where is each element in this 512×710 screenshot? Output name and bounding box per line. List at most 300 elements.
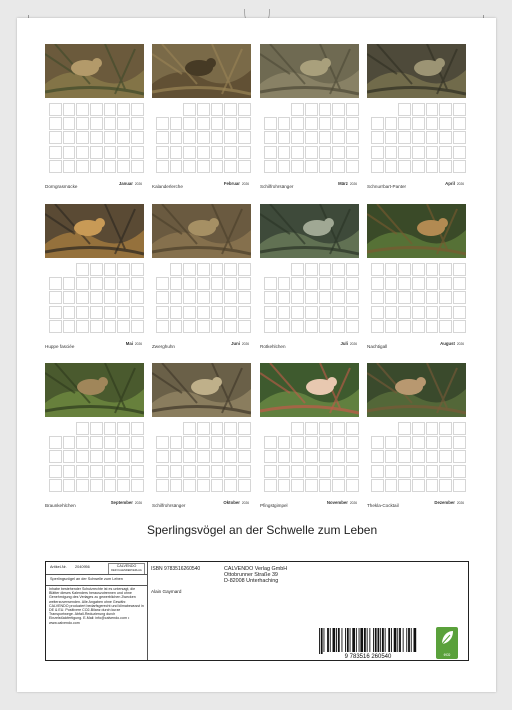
month-label xyxy=(445,181,464,186)
date-cell xyxy=(319,306,332,319)
date-cell xyxy=(426,160,439,173)
date-cell xyxy=(278,320,291,333)
date-cell xyxy=(183,465,196,478)
month-tile xyxy=(367,363,466,523)
date-cell xyxy=(238,291,251,304)
date-cell xyxy=(63,320,76,333)
date-cell xyxy=(197,146,210,159)
date-cell xyxy=(412,277,425,290)
date-cell xyxy=(76,450,89,463)
bird-caption: Pfingstgimpel xyxy=(260,503,288,508)
date-grid xyxy=(156,103,251,173)
date-cell xyxy=(319,291,332,304)
bird-photo xyxy=(260,204,359,258)
date-cell xyxy=(264,277,277,290)
date-grid xyxy=(371,263,466,333)
month-year: 2026 xyxy=(134,342,142,346)
date-cell xyxy=(224,436,237,449)
date-cell xyxy=(49,263,62,276)
date-cell xyxy=(63,306,76,319)
date-cell xyxy=(426,306,439,319)
publisher-address xyxy=(224,566,287,585)
date-cell xyxy=(319,450,332,463)
date-cell xyxy=(156,320,169,333)
month-tile xyxy=(260,363,359,523)
date-cell xyxy=(63,479,76,492)
date-cell xyxy=(278,450,291,463)
date-cell xyxy=(117,291,130,304)
date-cell xyxy=(412,422,425,435)
date-cell xyxy=(453,131,466,144)
bird-photo xyxy=(152,363,251,417)
date-cell xyxy=(211,291,224,304)
date-cell xyxy=(197,263,210,276)
date-cell xyxy=(346,131,359,144)
date-cell xyxy=(117,450,130,463)
month-year: 2026 xyxy=(456,342,464,346)
date-cell xyxy=(183,103,196,116)
date-cell xyxy=(76,146,89,159)
date-cell xyxy=(90,160,103,173)
date-cell xyxy=(197,117,210,130)
date-cell xyxy=(117,422,130,435)
date-cell xyxy=(385,160,398,173)
date-grid xyxy=(49,422,144,492)
date-cell xyxy=(183,263,196,276)
date-cell xyxy=(224,117,237,130)
date-cell xyxy=(104,277,117,290)
divider xyxy=(46,574,147,575)
date-cell xyxy=(346,146,359,159)
date-cell xyxy=(385,465,398,478)
barcode-digits: 9 783516 260540 xyxy=(344,654,392,659)
date-cell xyxy=(385,479,398,492)
date-cell xyxy=(131,103,144,116)
date-cell xyxy=(278,291,291,304)
date-cell xyxy=(131,479,144,492)
date-cell xyxy=(117,117,130,130)
date-cell xyxy=(439,263,452,276)
date-cell xyxy=(76,479,89,492)
date-cell xyxy=(211,131,224,144)
date-cell xyxy=(117,306,130,319)
date-cell xyxy=(305,320,318,333)
publisher-street: Ottobrunner Straße 39 xyxy=(224,572,278,579)
date-cell xyxy=(346,479,359,492)
date-cell xyxy=(291,160,304,173)
date-grid xyxy=(264,263,359,333)
date-cell xyxy=(156,291,169,304)
date-cell xyxy=(398,146,411,159)
date-cell xyxy=(224,263,237,276)
date-cell xyxy=(453,291,466,304)
date-cell xyxy=(197,479,210,492)
date-cell xyxy=(104,450,117,463)
date-cell xyxy=(264,103,277,116)
date-cell xyxy=(238,117,251,130)
date-cell xyxy=(439,306,452,319)
date-cell xyxy=(291,103,304,116)
date-cell xyxy=(90,422,103,435)
date-cell xyxy=(291,479,304,492)
date-cell xyxy=(278,263,291,276)
info-box xyxy=(45,561,469,661)
date-cell xyxy=(156,263,169,276)
info-middle xyxy=(147,562,212,660)
date-cell xyxy=(305,277,318,290)
month-tile xyxy=(152,363,251,523)
date-cell xyxy=(131,146,144,159)
date-grid xyxy=(156,263,251,333)
barcode xyxy=(313,627,424,659)
date-cell xyxy=(63,465,76,478)
date-cell xyxy=(332,422,345,435)
month-label xyxy=(341,341,358,346)
date-cell xyxy=(104,465,117,478)
date-cell xyxy=(398,320,411,333)
date-cell xyxy=(117,479,130,492)
date-cell xyxy=(278,117,291,130)
bird-caption: Dorngrasmücke xyxy=(45,184,78,189)
date-cell xyxy=(63,263,76,276)
date-cell xyxy=(398,263,411,276)
date-cell xyxy=(346,320,359,333)
date-cell xyxy=(439,436,452,449)
date-cell xyxy=(346,436,359,449)
date-cell xyxy=(170,263,183,276)
date-cell xyxy=(385,146,398,159)
date-cell xyxy=(371,436,384,449)
date-cell xyxy=(305,436,318,449)
date-cell xyxy=(412,465,425,478)
date-cell xyxy=(117,131,130,144)
date-cell xyxy=(426,320,439,333)
divider xyxy=(46,585,147,586)
date-cell xyxy=(371,131,384,144)
date-cell xyxy=(385,131,398,144)
date-cell xyxy=(278,131,291,144)
date-cell xyxy=(211,146,224,159)
date-cell xyxy=(224,277,237,290)
month-name: April xyxy=(445,181,455,186)
date-cell xyxy=(278,436,291,449)
date-cell xyxy=(426,103,439,116)
date-cell xyxy=(49,103,62,116)
date-cell xyxy=(346,422,359,435)
date-cell xyxy=(278,422,291,435)
date-cell xyxy=(76,277,89,290)
date-cell xyxy=(371,146,384,159)
date-cell xyxy=(439,465,452,478)
month-name: Dezember xyxy=(434,500,455,505)
date-cell xyxy=(371,320,384,333)
date-cell xyxy=(291,436,304,449)
date-cell xyxy=(398,450,411,463)
date-cell xyxy=(305,479,318,492)
date-grid xyxy=(49,263,144,333)
month-tile xyxy=(152,44,251,204)
date-cell xyxy=(49,320,62,333)
date-cell xyxy=(291,131,304,144)
date-cell xyxy=(371,263,384,276)
month-tile xyxy=(260,204,359,364)
date-cell xyxy=(371,103,384,116)
date-cell xyxy=(439,160,452,173)
date-cell xyxy=(156,146,169,159)
date-cell xyxy=(278,146,291,159)
date-cell xyxy=(238,479,251,492)
bird-photo xyxy=(260,363,359,417)
bird-photo xyxy=(367,363,466,417)
date-cell xyxy=(211,263,224,276)
date-cell xyxy=(76,320,89,333)
date-cell xyxy=(76,422,89,435)
date-grid xyxy=(49,103,144,173)
date-cell xyxy=(63,131,76,144)
month-tile xyxy=(260,44,359,204)
date-cell xyxy=(319,131,332,144)
date-cell xyxy=(104,103,117,116)
date-cell xyxy=(170,306,183,319)
date-cell xyxy=(398,131,411,144)
date-cell xyxy=(104,146,117,159)
date-cell xyxy=(49,436,62,449)
date-cell xyxy=(170,131,183,144)
date-cell xyxy=(346,160,359,173)
date-cell xyxy=(224,465,237,478)
date-cell xyxy=(412,450,425,463)
date-cell xyxy=(305,160,318,173)
month-label xyxy=(126,341,142,346)
bird-caption: Nachtigall xyxy=(367,344,388,349)
date-cell xyxy=(104,131,117,144)
date-cell xyxy=(63,103,76,116)
month-label xyxy=(440,341,464,346)
date-cell xyxy=(104,117,117,130)
date-cell xyxy=(453,146,466,159)
date-cell xyxy=(453,263,466,276)
date-cell xyxy=(183,291,196,304)
date-cell xyxy=(211,306,224,319)
date-cell xyxy=(49,479,62,492)
date-cell xyxy=(439,146,452,159)
date-cell xyxy=(238,422,251,435)
date-cell xyxy=(238,146,251,159)
date-cell xyxy=(117,320,130,333)
date-cell xyxy=(426,263,439,276)
date-cell xyxy=(346,103,359,116)
bird-photo xyxy=(45,363,144,417)
month-name: Januar xyxy=(118,181,133,186)
date-cell xyxy=(371,277,384,290)
date-cell xyxy=(332,479,345,492)
leaf-icon xyxy=(436,627,458,649)
month-tile xyxy=(45,363,144,523)
date-cell xyxy=(224,450,237,463)
date-cell xyxy=(224,320,237,333)
date-cell xyxy=(371,450,384,463)
date-cell xyxy=(238,160,251,173)
date-cell xyxy=(426,117,439,130)
date-cell xyxy=(63,160,76,173)
date-cell xyxy=(197,465,210,478)
date-cell xyxy=(76,263,89,276)
date-cell xyxy=(63,117,76,130)
date-cell xyxy=(104,422,117,435)
date-cell xyxy=(439,103,452,116)
date-cell xyxy=(211,160,224,173)
date-cell xyxy=(426,479,439,492)
date-cell xyxy=(197,160,210,173)
date-cell xyxy=(104,306,117,319)
month-name: Juni xyxy=(231,341,240,346)
bird-caption: Kalanderlerche xyxy=(152,184,183,189)
date-cell xyxy=(238,320,251,333)
date-cell xyxy=(412,306,425,319)
date-cell xyxy=(49,306,62,319)
date-cell xyxy=(305,306,318,319)
date-cell xyxy=(183,320,196,333)
date-cell xyxy=(183,117,196,130)
date-cell xyxy=(49,465,62,478)
date-cell xyxy=(305,117,318,130)
month-name: August xyxy=(440,341,455,346)
date-grid xyxy=(371,422,466,492)
date-grid xyxy=(156,422,251,492)
date-cell xyxy=(170,291,183,304)
date-cell xyxy=(426,450,439,463)
date-cell xyxy=(131,160,144,173)
date-cell xyxy=(63,436,76,449)
date-cell xyxy=(238,436,251,449)
date-cell xyxy=(197,277,210,290)
date-cell xyxy=(49,422,62,435)
bird-caption: Zwerghuhn xyxy=(152,344,175,349)
date-cell xyxy=(63,291,76,304)
date-cell xyxy=(412,479,425,492)
date-cell xyxy=(104,320,117,333)
bird-caption: Schilfrohrsänger xyxy=(260,184,294,189)
date-cell xyxy=(346,306,359,319)
eco-text: eco xyxy=(443,652,451,657)
date-cell xyxy=(104,479,117,492)
date-cell xyxy=(398,117,411,130)
logo-sub: DER KALENDERVERLAG xyxy=(111,569,142,572)
date-cell xyxy=(385,117,398,130)
date-grid xyxy=(264,103,359,173)
date-cell xyxy=(131,291,144,304)
date-cell xyxy=(224,146,237,159)
date-cell xyxy=(131,436,144,449)
date-cell xyxy=(170,479,183,492)
date-cell xyxy=(278,479,291,492)
date-cell xyxy=(49,131,62,144)
date-cell xyxy=(183,277,196,290)
month-name: März xyxy=(338,181,348,186)
date-cell xyxy=(332,450,345,463)
date-cell xyxy=(319,117,332,130)
date-cell xyxy=(453,436,466,449)
bird-photo xyxy=(45,204,144,258)
date-cell xyxy=(453,479,466,492)
bird-caption: Rotkehlchen xyxy=(260,344,286,349)
date-cell xyxy=(346,465,359,478)
date-cell xyxy=(398,277,411,290)
date-cell xyxy=(76,160,89,173)
date-cell xyxy=(264,436,277,449)
month-name: Oktober xyxy=(223,500,240,505)
date-cell xyxy=(332,131,345,144)
date-cell xyxy=(49,291,62,304)
date-cell xyxy=(371,465,384,478)
date-cell xyxy=(117,465,130,478)
date-cell xyxy=(170,422,183,435)
date-cell xyxy=(156,160,169,173)
date-cell xyxy=(131,131,144,144)
date-cell xyxy=(170,465,183,478)
date-cell xyxy=(319,263,332,276)
date-cell xyxy=(385,320,398,333)
month-label xyxy=(231,341,249,346)
date-cell xyxy=(90,436,103,449)
date-cell xyxy=(49,117,62,130)
date-cell xyxy=(291,320,304,333)
bird-caption: Thekla-Cocktail xyxy=(367,503,399,508)
article-label: Artikel-Nr. xyxy=(50,565,67,569)
date-cell xyxy=(398,103,411,116)
date-cell xyxy=(371,291,384,304)
publisher-name: CALVENDO Verlag GmbH xyxy=(224,566,288,572)
date-cell xyxy=(439,450,452,463)
bird-caption: Braunkehlchen xyxy=(45,503,76,508)
date-cell xyxy=(346,450,359,463)
date-cell xyxy=(211,103,224,116)
date-cell xyxy=(385,291,398,304)
date-cell xyxy=(170,320,183,333)
date-cell xyxy=(238,277,251,290)
date-cell xyxy=(332,160,345,173)
date-cell xyxy=(385,422,398,435)
date-cell xyxy=(264,146,277,159)
date-cell xyxy=(117,146,130,159)
date-cell xyxy=(76,117,89,130)
month-name: Februar xyxy=(223,181,240,186)
date-cell xyxy=(453,277,466,290)
date-cell xyxy=(278,306,291,319)
date-cell xyxy=(224,479,237,492)
date-cell xyxy=(104,291,117,304)
date-cell xyxy=(264,320,277,333)
date-cell xyxy=(264,465,277,478)
date-cell xyxy=(305,131,318,144)
date-cell xyxy=(131,306,144,319)
date-cell xyxy=(156,117,169,130)
date-cell xyxy=(197,131,210,144)
date-cell xyxy=(371,160,384,173)
date-cell xyxy=(170,450,183,463)
date-cell xyxy=(291,450,304,463)
date-cell xyxy=(238,103,251,116)
date-cell xyxy=(238,131,251,144)
month-name: September xyxy=(110,500,133,505)
date-cell xyxy=(305,146,318,159)
date-cell xyxy=(305,450,318,463)
date-cell xyxy=(197,306,210,319)
date-cell xyxy=(319,146,332,159)
date-cell xyxy=(332,103,345,116)
date-cell xyxy=(131,263,144,276)
date-cell xyxy=(305,291,318,304)
